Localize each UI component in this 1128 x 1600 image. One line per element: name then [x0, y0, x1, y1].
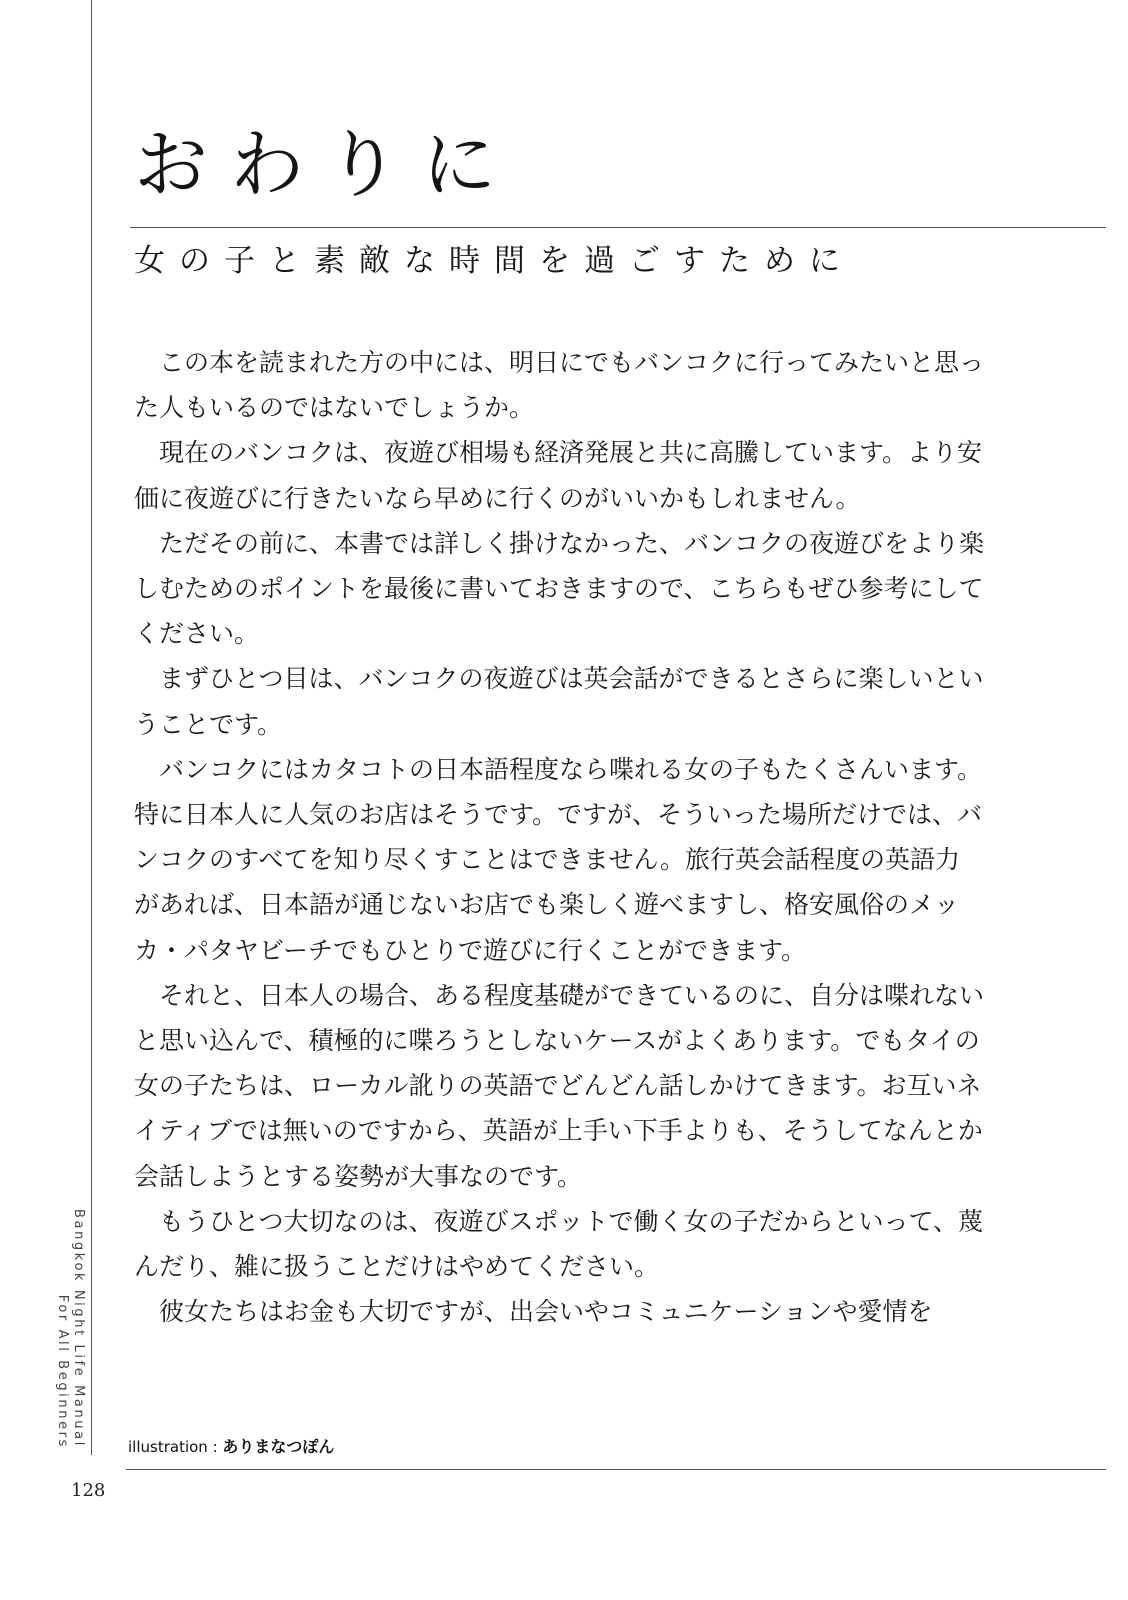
- paragraph: まずひとつ目は、バンコクの夜遊びは英会話ができるとさらに楽しいということです。: [134, 664, 984, 739]
- paragraph: 現在のバンコクは、夜遊び相場も経済発展と共に高騰しています。より安価に夜遊びに行きたいなら早めに行くのがいいかもしれません。: [134, 438, 983, 513]
- paragraph: それと、日本人の場合、ある程度基礎ができているのに、自分は喋れないと思い込んで、積極的に喋ろうとしないケースがよくあります。でもタイの女の子たちは、ローカル訛りの英語でどんどん話しかけてきます。お互いネイティブでは無いのですから、英語が上手い下手よりも、そうしてなんとか会話しようとする姿勢が大事なのです。: [134, 980, 985, 1191]
- credit-label: illustration :: [128, 1438, 223, 1456]
- page-title: おわりに: [134, 122, 518, 208]
- paragraph: 彼女たちはお金も大切ですが、出会いやコミュニケーションや愛情を: [159, 1297, 933, 1327]
- caption-line-2: For All Beginners: [55, 1294, 70, 1449]
- footer-rule: [126, 1469, 1106, 1470]
- paragraph: この本を読まれた方の中には、明日にでもバンコクに行ってみたいと思った人もいるのではないでしょうか。: [134, 348, 985, 423]
- body-text: [134, 340, 984, 1334]
- paragraph: ただその前に、本書では詳しく掛けなかった、バンコクの夜遊びをより楽しむためのポイントを最後に書いておきますので、こちらもぜひ参考にしてください。: [134, 528, 985, 649]
- page-subtitle: 女の子と素敵な時間を過ごすために: [134, 243, 854, 279]
- page-number: 128: [71, 1480, 106, 1501]
- running-caption: [54, 1209, 86, 1449]
- paragraph: バンコクにはカタコトの日本語程度なら喋れる女の子もたくさんいます。特に日本人に人気のお店はそうです。ですが、そういった場所だけでは、バンコクのすべてを知り尽くすことはできません。旅行英会話程度の英語力があれば、日本語が通じないお店でも楽しく遊べますし、格安風俗のメッカ・パタヤビーチでもひとりで遊びに行くことができます。: [134, 754, 983, 965]
- left-margin-rule: [91, 0, 92, 1455]
- paragraph: もうひとつ大切なのは、夜遊びスポットで働く女の子だからといって、蔑んだり、雑に扱うことだけはやめてください。: [134, 1206, 984, 1282]
- credit-name: ありまなつぽん: [222, 1437, 335, 1456]
- illustration-credit: [128, 1437, 334, 1457]
- caption-line-1: Bangkok Night Life Manual: [71, 1209, 86, 1448]
- title-rule: [130, 227, 1106, 228]
